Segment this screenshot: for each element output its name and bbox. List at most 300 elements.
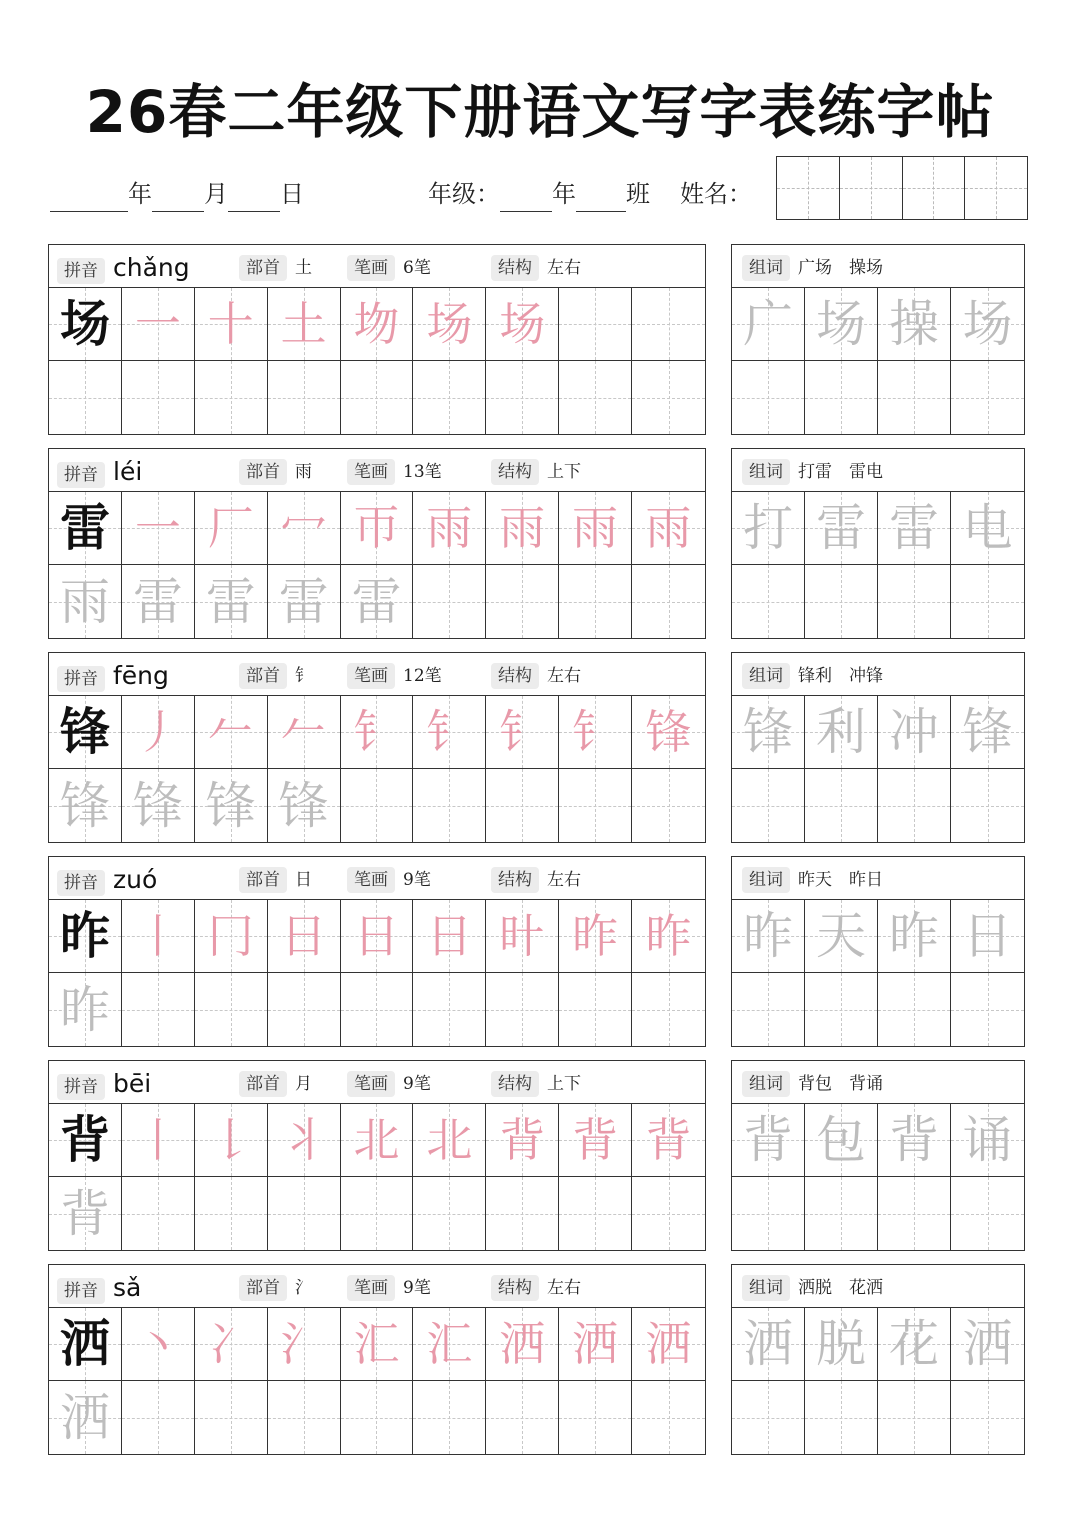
name-box[interactable] (840, 157, 903, 219)
stroke-order-step: 丨 (134, 909, 181, 963)
word-cell[interactable] (732, 769, 805, 842)
name-box[interactable] (965, 157, 1027, 219)
writing-cell[interactable] (195, 900, 268, 973)
writing-cell[interactable] (195, 769, 268, 842)
pinyin-label: 拼音 (57, 462, 105, 488)
writing-cell[interactable] (413, 361, 486, 434)
word-cell[interactable] (878, 696, 951, 769)
word-practice-block (731, 1264, 1025, 1455)
word-cell[interactable] (951, 1104, 1024, 1177)
pinyin-label: 拼音 (57, 1074, 105, 1100)
word-trace-character: 背 (743, 1111, 793, 1169)
writing-cell[interactable] (122, 973, 195, 1046)
word-cell[interactable] (732, 1308, 805, 1381)
words-field (742, 253, 883, 281)
writing-cell[interactable] (268, 696, 341, 769)
word-cell[interactable] (732, 1381, 805, 1454)
word-grid (732, 492, 1024, 638)
writing-cell[interactable] (268, 361, 341, 434)
char-practice-block (48, 244, 706, 435)
writing-grid (49, 492, 705, 638)
pinyin-label: 拼音 (57, 870, 105, 896)
words-field (742, 1069, 883, 1097)
writing-cell[interactable] (559, 973, 632, 1046)
word-cell[interactable] (878, 1381, 951, 1454)
writing-grid (49, 696, 705, 842)
writing-cell[interactable] (632, 565, 705, 638)
word-cell[interactable] (805, 769, 878, 842)
writing-cell[interactable] (122, 565, 195, 638)
strokes-value: 9笔 (403, 870, 431, 890)
writing-cell[interactable] (195, 696, 268, 769)
structure-label: 结构 (491, 459, 539, 485)
year-blank[interactable] (50, 185, 128, 212)
word-cell[interactable] (878, 1308, 951, 1381)
writing-cell[interactable] (195, 1381, 268, 1454)
structure-value: 上下 (547, 462, 581, 482)
stroke-order-step: 钅 (499, 705, 546, 759)
writing-cell[interactable] (559, 769, 632, 842)
words-header (732, 653, 1024, 696)
words-header (732, 1061, 1024, 1104)
model-character: 洒 (59, 1314, 110, 1373)
word-cell[interactable] (805, 1308, 878, 1381)
word-trace-character: 场 (962, 295, 1013, 353)
radical-value: 月 (295, 1074, 312, 1094)
pinyin-field (57, 865, 157, 896)
writing-cell[interactable] (559, 1308, 632, 1381)
writing-cell[interactable] (49, 288, 122, 361)
writing-cell[interactable] (413, 1104, 486, 1177)
writing-cell[interactable] (122, 1177, 195, 1250)
char-info-header (49, 1061, 705, 1104)
writing-cell[interactable] (49, 1104, 122, 1177)
words-label: 组词 (742, 663, 790, 689)
writing-grid (49, 1308, 705, 1454)
structure-label: 结构 (491, 1071, 539, 1097)
word-cell[interactable] (805, 565, 878, 638)
word-practice-block (731, 244, 1025, 435)
structure-field (491, 865, 581, 893)
writing-cell[interactable] (486, 492, 559, 565)
structure-field (491, 661, 581, 689)
writing-cell[interactable] (122, 1381, 195, 1454)
word-practice-block (731, 856, 1025, 1047)
writing-cell[interactable] (341, 769, 414, 842)
writing-cell[interactable] (268, 1177, 341, 1250)
pinyin-value: sǎ (113, 1273, 142, 1302)
writing-cell[interactable] (268, 1308, 341, 1381)
word-trace-character: 花 (889, 1315, 939, 1373)
words-header (732, 245, 1024, 288)
word-cell[interactable] (805, 696, 878, 769)
writing-cell[interactable] (486, 288, 559, 361)
writing-cell[interactable] (195, 1308, 268, 1381)
class-unit: 班 (626, 180, 650, 208)
writing-cell[interactable] (49, 900, 122, 973)
writing-cell[interactable] (268, 565, 341, 638)
stroke-order-step: 雨 (645, 501, 692, 555)
words-value: 锋利 冲锋 (798, 666, 883, 686)
word-trace-character: 日 (962, 907, 1013, 965)
writing-cell[interactable] (486, 973, 559, 1046)
radical-label: 部首 (239, 663, 287, 689)
char-info-header (49, 1265, 705, 1308)
pinyin-value: zuó (113, 865, 158, 894)
writing-cell[interactable] (49, 492, 122, 565)
writing-cell[interactable] (341, 1381, 414, 1454)
structure-label: 结构 (491, 1275, 539, 1301)
word-cell[interactable] (732, 973, 805, 1046)
radical-label: 部首 (239, 867, 287, 893)
writing-cell[interactable] (195, 288, 268, 361)
stroke-order-step: 土 (280, 297, 327, 351)
words-label: 组词 (742, 1275, 790, 1301)
writing-cell[interactable] (341, 1104, 414, 1177)
word-trace-character: 锋 (962, 703, 1013, 761)
word-practice-block (731, 448, 1025, 639)
words-label: 组词 (742, 255, 790, 281)
word-cell[interactable] (951, 1177, 1024, 1250)
word-trace-character: 昨 (889, 907, 939, 965)
structure-value: 左右 (547, 666, 581, 686)
radical-value: 土 (295, 258, 312, 278)
writing-cell[interactable] (559, 288, 632, 361)
word-cell[interactable] (805, 973, 878, 1046)
writing-cell[interactable] (486, 696, 559, 769)
word-cell[interactable] (878, 361, 951, 434)
writing-grid (49, 1104, 705, 1250)
word-cell[interactable] (732, 492, 805, 565)
word-trace-character: 锋 (743, 703, 793, 761)
stroke-order-step: 洒 (572, 1317, 619, 1371)
writing-cell[interactable] (341, 900, 414, 973)
strokes-value: 9笔 (403, 1074, 431, 1094)
stroke-order-step: 汇 (353, 1317, 400, 1371)
writing-cell[interactable] (122, 492, 195, 565)
writing-cell[interactable] (632, 1177, 705, 1250)
words-header (732, 857, 1024, 900)
writing-cell[interactable] (122, 1104, 195, 1177)
writing-cell[interactable] (49, 361, 122, 434)
char-info-header (49, 653, 705, 696)
day-blank[interactable] (228, 185, 280, 212)
word-trace-character: 打 (743, 499, 793, 557)
strokes-field (347, 253, 431, 281)
writing-cell[interactable] (268, 1381, 341, 1454)
writing-cell[interactable] (559, 900, 632, 973)
writing-cell[interactable] (632, 1104, 705, 1177)
stroke-order-step: 日 (280, 909, 327, 963)
strokes-field (347, 865, 431, 893)
stroke-order-step: 日 (353, 909, 400, 963)
writing-cell[interactable] (195, 565, 268, 638)
word-cell[interactable] (878, 1104, 951, 1177)
words-label: 组词 (742, 459, 790, 485)
radical-value: 氵 (295, 1278, 312, 1298)
writing-cell[interactable] (341, 1177, 414, 1250)
writing-cell[interactable] (341, 973, 414, 1046)
writing-cell[interactable] (49, 1177, 122, 1250)
writing-cell[interactable] (486, 1308, 559, 1381)
word-trace-character: 冲 (889, 703, 939, 761)
structure-value: 上下 (547, 1074, 581, 1094)
writing-cell[interactable] (268, 900, 341, 973)
stroke-order-step: 旪 (499, 909, 546, 963)
word-cell[interactable] (878, 973, 951, 1046)
writing-cell[interactable] (49, 1381, 122, 1454)
writing-cell[interactable] (49, 696, 122, 769)
name-label: 姓名： (680, 180, 752, 208)
word-grid (732, 900, 1024, 1046)
word-trace-character: 雷 (889, 499, 939, 557)
structure-label: 结构 (491, 255, 539, 281)
stroke-order-step: 锋 (645, 705, 692, 759)
class-blank[interactable] (576, 185, 626, 212)
radical-label: 部首 (239, 459, 287, 485)
writing-cell[interactable] (341, 565, 414, 638)
writing-cell[interactable] (341, 492, 414, 565)
writing-cell[interactable] (632, 288, 705, 361)
writing-cell[interactable] (341, 361, 414, 434)
pinyin-value: fēng (113, 661, 169, 690)
writing-cell[interactable] (122, 769, 195, 842)
words-field (742, 865, 883, 893)
writing-cell[interactable] (413, 1381, 486, 1454)
writing-cell[interactable] (413, 696, 486, 769)
writing-cell[interactable] (49, 973, 122, 1046)
writing-cell[interactable] (632, 361, 705, 434)
writing-cell[interactable] (559, 696, 632, 769)
word-cell[interactable] (732, 900, 805, 973)
writing-cell[interactable] (486, 900, 559, 973)
trace-character: 雨 (59, 572, 110, 631)
word-cell[interactable] (805, 288, 878, 361)
writing-cell[interactable] (632, 973, 705, 1046)
strokes-label: 笔画 (347, 255, 395, 281)
word-practice-block (731, 1060, 1025, 1251)
stroke-order-step: 丿 (134, 705, 181, 759)
writing-cell[interactable] (559, 1381, 632, 1454)
writing-cell[interactable] (486, 1381, 559, 1454)
writing-cell[interactable] (413, 900, 486, 973)
writing-cell[interactable] (122, 288, 195, 361)
writing-cell[interactable] (559, 1177, 632, 1250)
writing-cell[interactable] (632, 492, 705, 565)
pinyin-label: 拼音 (57, 258, 105, 284)
writing-cell[interactable] (122, 361, 195, 434)
word-cell[interactable] (951, 565, 1024, 638)
strokes-value: 13笔 (403, 462, 442, 482)
writing-cell[interactable] (268, 492, 341, 565)
strokes-label: 笔画 (347, 867, 395, 893)
writing-cell[interactable] (341, 288, 414, 361)
word-cell[interactable] (951, 696, 1024, 769)
stroke-order-step: 一 (134, 501, 181, 555)
pinyin-field (57, 661, 169, 692)
writing-grid (49, 900, 705, 1046)
pinyin-value: chǎng (113, 253, 190, 282)
word-trace-character: 脱 (816, 1315, 866, 1373)
words-value: 背包 背诵 (798, 1074, 883, 1094)
writing-cell[interactable] (632, 1381, 705, 1454)
word-cell[interactable] (805, 1104, 878, 1177)
writing-cell[interactable] (195, 361, 268, 434)
word-cell[interactable] (951, 973, 1024, 1046)
word-cell[interactable] (805, 1381, 878, 1454)
word-cell[interactable] (732, 1104, 805, 1177)
word-cell[interactable] (805, 361, 878, 434)
structure-value: 左右 (547, 1278, 581, 1298)
word-cell[interactable] (951, 492, 1024, 565)
writing-cell[interactable] (268, 1104, 341, 1177)
month-blank[interactable] (152, 185, 204, 212)
writing-cell[interactable] (632, 696, 705, 769)
name-box[interactable] (903, 157, 966, 219)
stroke-order-step: 钅 (353, 705, 400, 759)
writing-cell[interactable] (341, 1308, 414, 1381)
stroke-order-step: 冫 (207, 1317, 254, 1371)
writing-cell[interactable] (195, 492, 268, 565)
words-value: 洒脱 花洒 (798, 1278, 883, 1298)
writing-cell[interactable] (632, 900, 705, 973)
word-cell[interactable] (878, 1177, 951, 1250)
word-cell[interactable] (878, 565, 951, 638)
grade-blank[interactable] (500, 185, 552, 212)
writing-cell[interactable] (195, 1104, 268, 1177)
trace-character: 雷 (278, 572, 329, 631)
stroke-order-step: 背 (499, 1113, 546, 1167)
model-character: 雷 (59, 498, 110, 557)
word-trace-character: 包 (816, 1111, 866, 1169)
writing-cell[interactable] (341, 696, 414, 769)
writing-cell[interactable] (559, 361, 632, 434)
grade-unit: 年 (552, 180, 576, 208)
trace-character: 昨 (59, 980, 110, 1039)
pinyin-value: bēi (113, 1069, 152, 1098)
structure-value: 左右 (547, 870, 581, 890)
writing-cell[interactable] (486, 1104, 559, 1177)
word-cell[interactable] (951, 900, 1024, 973)
strokes-value: 12笔 (403, 666, 442, 686)
writing-cell[interactable] (413, 288, 486, 361)
name-box[interactable] (777, 157, 840, 219)
writing-cell[interactable] (486, 361, 559, 434)
word-cell[interactable] (951, 361, 1024, 434)
stroke-order-step: 雨 (572, 501, 619, 555)
stroke-order-step: 汇 (426, 1317, 473, 1371)
writing-cell[interactable] (122, 696, 195, 769)
pinyin-field (57, 457, 142, 488)
word-trace-character: 利 (816, 703, 866, 761)
writing-cell[interactable] (49, 565, 122, 638)
word-cell[interactable] (732, 1177, 805, 1250)
stroke-order-step: 冂 (207, 909, 254, 963)
model-character: 锋 (59, 702, 110, 761)
pinyin-label: 拼音 (57, 1278, 105, 1304)
month-unit: 月 (204, 180, 228, 208)
words-field (742, 1273, 883, 1301)
strokes-field (347, 1273, 431, 1301)
stroke-order-step: 场 (426, 297, 473, 351)
writing-cell[interactable] (486, 769, 559, 842)
writing-cell[interactable] (413, 492, 486, 565)
writing-cell[interactable] (122, 1308, 195, 1381)
writing-cell[interactable] (268, 288, 341, 361)
strokes-value: 9笔 (403, 1278, 431, 1298)
word-cell[interactable] (878, 900, 951, 973)
stroke-order-step: 钅 (426, 705, 473, 759)
word-trace-character: 电 (962, 499, 1013, 557)
char-info-header (49, 245, 705, 288)
word-cell[interactable] (878, 492, 951, 565)
word-cell[interactable] (805, 1177, 878, 1250)
writing-cell[interactable] (486, 1177, 559, 1250)
word-cell[interactable] (805, 492, 878, 565)
name-boxes[interactable] (776, 156, 1028, 220)
radical-field (239, 1273, 312, 1301)
words-label: 组词 (742, 867, 790, 893)
trace-character: 锋 (132, 776, 183, 835)
word-cell[interactable] (878, 288, 951, 361)
strokes-label: 笔画 (347, 1071, 395, 1097)
word-cell[interactable] (805, 900, 878, 973)
writing-cell[interactable] (49, 1308, 122, 1381)
writing-cell[interactable] (195, 973, 268, 1046)
writing-cell[interactable] (559, 492, 632, 565)
writing-cell[interactable] (632, 769, 705, 842)
strokes-field (347, 1069, 431, 1097)
stroke-order-step: 洒 (499, 1317, 546, 1371)
writing-cell[interactable] (268, 769, 341, 842)
word-cell[interactable] (732, 288, 805, 361)
word-cell[interactable] (951, 1308, 1024, 1381)
date-line (50, 176, 304, 212)
stroke-order-step: 昨 (645, 909, 692, 963)
writing-cell[interactable] (195, 1177, 268, 1250)
char-info-header (49, 857, 705, 900)
writing-cell[interactable] (268, 973, 341, 1046)
writing-cell[interactable] (413, 1177, 486, 1250)
writing-cell[interactable] (413, 565, 486, 638)
model-character: 昨 (59, 906, 110, 965)
writing-cell[interactable] (559, 565, 632, 638)
writing-cell[interactable] (122, 900, 195, 973)
writing-cell[interactable] (486, 565, 559, 638)
writing-cell[interactable] (413, 1308, 486, 1381)
writing-cell[interactable] (632, 1308, 705, 1381)
word-grid (732, 696, 1024, 842)
stroke-order-step: 帀 (353, 501, 400, 555)
word-trace-character: 雷 (816, 499, 866, 557)
day-unit: 日 (280, 180, 304, 208)
word-cell[interactable] (951, 1381, 1024, 1454)
writing-cell[interactable] (413, 769, 486, 842)
words-field (742, 457, 883, 485)
writing-cell[interactable] (559, 1104, 632, 1177)
trace-character: 锋 (205, 776, 256, 835)
writing-cell[interactable] (49, 769, 122, 842)
word-cell[interactable] (732, 696, 805, 769)
word-cell[interactable] (951, 288, 1024, 361)
stroke-order-step: 场 (499, 297, 546, 351)
word-cell[interactable] (732, 565, 805, 638)
word-cell[interactable] (732, 361, 805, 434)
word-cell[interactable] (878, 769, 951, 842)
word-cell[interactable] (951, 769, 1024, 842)
stroke-order-step: 洒 (645, 1317, 692, 1371)
writing-cell[interactable] (413, 973, 486, 1046)
